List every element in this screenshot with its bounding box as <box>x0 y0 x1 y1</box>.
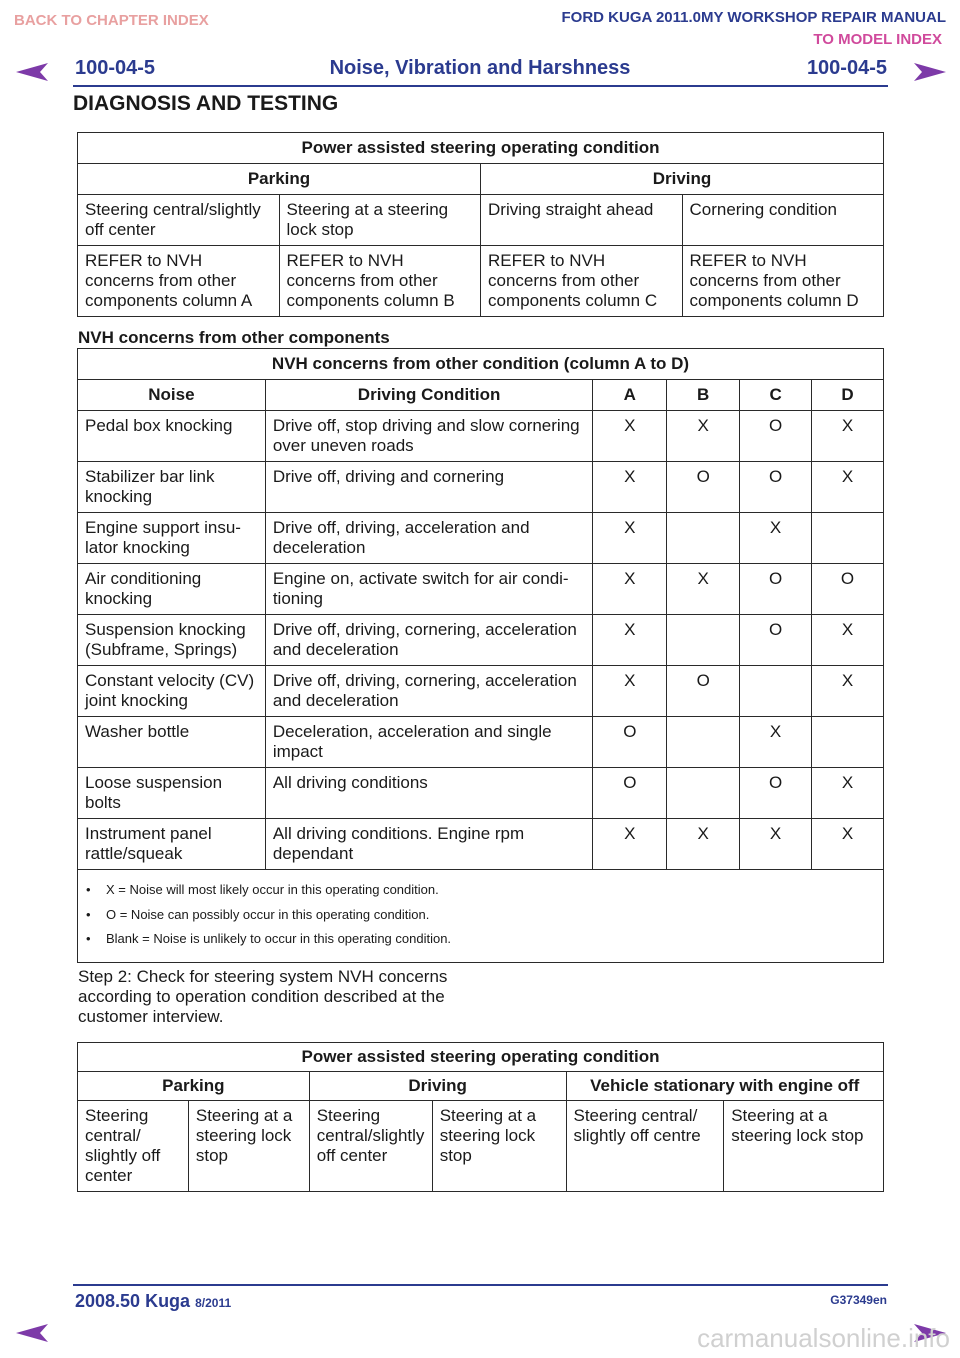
column-b-cell <box>667 513 740 564</box>
legend-text: Blank = Noise is unlikely to occur in this operating condition. <box>106 931 452 946</box>
noise-cell: Constant velocity (CV) joint knocking <box>78 666 266 717</box>
footer-reference: G37349en <box>830 1293 887 1307</box>
column-b-cell: X <box>667 564 740 615</box>
to-model-index-link[interactable]: TO MODEL INDEX <box>813 31 942 48</box>
page-code-left: 100-04-5 <box>75 57 156 79</box>
footer-model-name: 2008.50 Kuga <box>75 1291 191 1311</box>
group-header-driving: Driving <box>481 164 884 195</box>
legend-item <box>84 903 877 928</box>
reference-cell: REFER to NVH concerns from other components column D <box>682 246 884 317</box>
column-d-cell: X <box>812 768 884 819</box>
chapter-title: Noise, Vibration and Harshness <box>329 57 631 79</box>
reference-cell: REFER to NVH concerns from other components column B <box>279 246 481 317</box>
legend-notes <box>78 870 884 963</box>
legend-item <box>84 927 877 952</box>
prev-page-left-arrow-icon[interactable] <box>14 1322 50 1344</box>
column-header-b: B <box>667 380 740 411</box>
column-c-cell: X <box>740 819 812 870</box>
condition-cell: Steering central/slightly off center <box>309 1101 432 1192</box>
column-a-cell: O <box>593 768 667 819</box>
column-header-noise: Noise <box>78 380 266 411</box>
driving-condition-cell: All driving conditions. Engine rpm dependant <box>265 819 593 870</box>
table-title: Power assisted steering operating condition <box>78 133 884 164</box>
condition-cell: Cornering condition <box>682 195 884 246</box>
driving-condition-cell: Drive off, driving, acceleration and deceleration <box>265 513 593 564</box>
back-to-chapter-index-link[interactable]: BACK TO CHAPTER INDEX <box>14 12 209 29</box>
condition-cell: Steering at a steering lock stop <box>188 1101 309 1192</box>
condition-cell: Steering central/ slightly off centre <box>566 1101 724 1192</box>
noise-cell: Suspension knocking (Subframe, Springs) <box>78 615 266 666</box>
condition-cell: Steering central/slightly off center <box>78 195 280 246</box>
group-header-parking: Parking <box>78 1072 310 1101</box>
group-header-driving: Driving <box>309 1072 566 1101</box>
condition-cell: Steering central/ slightly off center <box>78 1101 189 1192</box>
noise-cell: Pedal box knocking <box>78 411 266 462</box>
table-title: NVH concerns from other condition (column A to D) <box>78 349 884 380</box>
driving-condition-cell: Deceleration, acceleration and single impact <box>265 717 593 768</box>
driving-condition-cell: Drive off, driving and cornering <box>265 462 593 513</box>
legend-text: O = Noise can possibly occur in this operating condition. <box>106 906 430 922</box>
table-row <box>78 513 884 564</box>
bullet: • <box>86 882 91 897</box>
manual-title: FORD KUGA 2011.0MY WORKSHOP REPAIR MANUAL <box>561 9 946 26</box>
column-c-cell: O <box>740 615 812 666</box>
noise-cell: Washer bottle <box>78 717 266 768</box>
footer-date: 8/2011 <box>195 1296 232 1310</box>
noise-cell: Engine support insu-lator knocking <box>78 513 266 564</box>
column-d-cell <box>812 513 884 564</box>
column-c-cell: X <box>740 717 812 768</box>
column-c-cell: X <box>740 513 812 564</box>
legend-item <box>84 878 877 903</box>
column-d-cell: X <box>812 615 884 666</box>
page-code-right: 100-04-5 <box>806 57 887 79</box>
column-b-cell: O <box>667 666 740 717</box>
condition-cell: Steering at a steering lock stop <box>432 1101 566 1192</box>
noise-cell: Air conditioning knocking <box>78 564 266 615</box>
section-heading: DIAGNOSIS AND TESTING <box>73 92 339 115</box>
column-b-cell <box>667 717 740 768</box>
table-title: Power assisted steering operating condition <box>78 1043 884 1072</box>
column-a-cell: X <box>593 513 667 564</box>
steering-condition-table <box>77 132 884 317</box>
nvh-concerns-table <box>77 348 884 963</box>
table-row <box>78 819 884 870</box>
legend-text: X = Noise will most likely occur in this operating condition. <box>106 882 439 897</box>
column-d-cell: X <box>812 462 884 513</box>
watermark: carmanualsonline.info <box>697 1323 950 1353</box>
noise-cell: Instrument panel rattle/squeak <box>78 819 266 870</box>
footer-model <box>75 1291 231 1312</box>
condition-cell: Steering at a steering lock stop <box>279 195 481 246</box>
nvh-subheading: NVH concerns from other components <box>78 328 390 347</box>
column-c-cell: O <box>740 411 812 462</box>
column-header-driving-condition: Driving Condition <box>265 380 593 411</box>
column-a-cell: X <box>593 462 667 513</box>
driving-condition-cell: All driving conditions <box>265 768 593 819</box>
column-b-cell: X <box>667 819 740 870</box>
column-a-cell: X <box>593 564 667 615</box>
column-a-cell: X <box>593 666 667 717</box>
group-header-stationary: Vehicle stationary with engine off <box>566 1072 884 1101</box>
column-d-cell: O <box>812 564 884 615</box>
driving-condition-cell: Drive off, stop driving and slow cornering over uneven roads <box>265 411 593 462</box>
noise-cell: Loose suspension bolts <box>78 768 266 819</box>
table-row <box>78 462 884 513</box>
column-d-cell: X <box>812 411 884 462</box>
column-a-cell: O <box>593 717 667 768</box>
bullet: • <box>86 906 91 922</box>
column-a-cell: X <box>593 411 667 462</box>
table-row <box>78 717 884 768</box>
bullet: • <box>86 931 91 946</box>
column-b-cell: X <box>667 411 740 462</box>
column-header-c: C <box>740 380 812 411</box>
column-b-cell <box>667 615 740 666</box>
legend-row <box>78 870 884 963</box>
reference-cell: REFER to NVH concerns from other components column A <box>78 246 280 317</box>
table-row <box>78 564 884 615</box>
driving-condition-cell: Engine on, activate switch for air condi-tioning <box>265 564 593 615</box>
table-row <box>78 615 884 666</box>
column-a-cell: X <box>593 615 667 666</box>
header-divider <box>73 85 888 87</box>
step-2-instruction: Step 2: Check for steering system NVH concerns according to operation condition described at the customer interview. <box>78 967 448 1026</box>
reference-cell: REFER to NVH concerns from other components column C <box>481 246 683 317</box>
column-header-d: D <box>812 380 884 411</box>
column-c-cell: O <box>740 462 812 513</box>
driving-condition-cell: Drive off, driving, cornering, acceleration and deceleration <box>265 615 593 666</box>
column-c-cell <box>740 666 812 717</box>
column-b-cell: O <box>667 462 740 513</box>
group-header-parking: Parking <box>78 164 481 195</box>
column-header-a: A <box>593 380 667 411</box>
column-d-cell <box>812 717 884 768</box>
column-d-cell: X <box>812 819 884 870</box>
condition-cell: Steering at a steering lock stop <box>724 1101 884 1192</box>
table-row <box>78 768 884 819</box>
column-d-cell: X <box>812 666 884 717</box>
table-row <box>78 666 884 717</box>
column-c-cell: O <box>740 564 812 615</box>
footer-divider <box>73 1284 888 1286</box>
table-row <box>78 411 884 462</box>
column-a-cell: X <box>593 819 667 870</box>
steering-condition-table-2 <box>77 1042 884 1192</box>
driving-condition-cell: Drive off, driving, cornering, acceleration and deceleration <box>265 666 593 717</box>
column-c-cell: O <box>740 768 812 819</box>
noise-cell: Stabilizer bar link knocking <box>78 462 266 513</box>
column-b-cell <box>667 768 740 819</box>
condition-cell: Driving straight ahead <box>481 195 683 246</box>
